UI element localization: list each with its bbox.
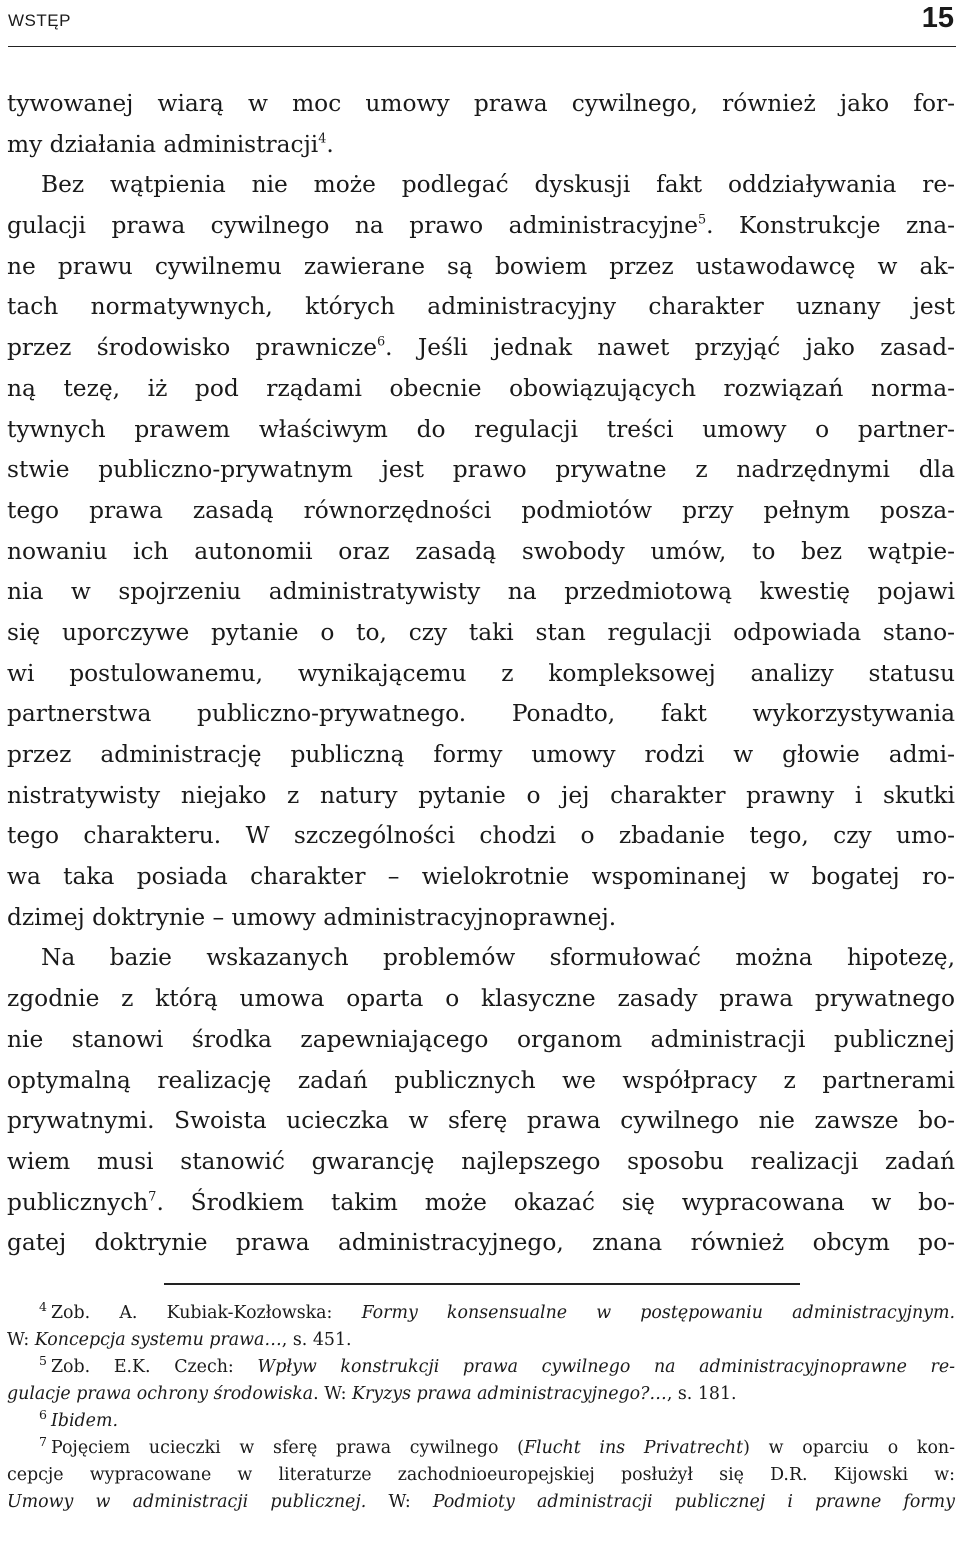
footnote-7-cont: cepcje wypracowane w literaturze zachodnioeuropejskiej posłużył się D.R. Kijowski w: [7,1465,955,1485]
text-line: nowaniu ich autonomii oraz zasadą swobody umów, to bez wątpie- [7,537,955,565]
section-title: WSTĘP [8,11,71,30]
text-line: gatej doktrynie prawa administracyjnego, znana również obcym po- [7,1229,955,1257]
text-line: dzimej doktrynie – umowy administracyjnoprawnej. [7,903,617,931]
text-line: publicznych$^7$. Środkiem takim może okazać się wypracowana w bo- [7,1188,955,1216]
text-line: ne prawu cywilnemu zawierane są bowiem przez ustawodawcę w ak- [7,252,955,280]
text-line: partnerstwa publiczno-prywatnego. Ponadto, fakt wykorzystywania [7,700,955,728]
text-line: nistratywisty niejako z natury pytanie o jej charakter prawny i skutki [7,781,955,809]
text-line: zgodnie z którą umowa oparta o klasyczne zasady prawa prywatnego [7,985,955,1013]
text-line: stwie publiczno-prywatnym jest prawo prywatne z nadrzędnymi dla [7,456,955,484]
footnote-ref[interactable]: 6 [377,334,386,350]
text-line: gulacji prawa cywilnego na prawo administracyjne$^5$. Konstrukcje zna- [7,212,955,240]
footnote-4: $^4$ Zob. A. Kubiak-Kozłowska: Formy konsensualne w postępowaniu administracyjnym. [39,1299,955,1323]
footnote-5: $^5$ Zob. E.K. Czech: Wpływ konstrukcji prawa cywilnego na administracyjnoprawne re- [39,1353,956,1377]
text-line: Bez wątpienia nie może podlegać dyskusji fakt oddziaływania re- [41,171,955,199]
text-line: tego charakteru. W szczególności chodzi o zbadanie tego, czy umo- [7,822,955,850]
footnote-separator [164,1283,800,1285]
footnote-7-cont: Umowy w administracji publicznej. W: Podmioty administracji publicznej i prawne formy [7,1492,955,1512]
text-line: nie stanowi środka zapewniającego organom administracji publicznej [7,1025,955,1053]
text-line: wiem musi stanowić gwarancję najlepszego sposobu realizacji zadań [7,1147,955,1175]
footnote-ref[interactable]: 5 [698,212,707,228]
text-line: tywnych prawem właściwym do regulacji treści umowy o partner- [7,415,955,443]
footnote-ref[interactable]: 4 [318,131,327,147]
text-line: przez środowisko prawnicze$^6$. Jeśli jednak nawet przyjąć jako zasad- [7,334,956,362]
main-text [7,84,955,1264]
text-line: przez administrację publiczną formy umowy rodzi w głowie admi- [7,741,955,768]
text-line: tach normatywnych, których administracyjny charakter uznany jest [7,293,955,321]
footnote-5-cont: gulacje prawa ochrony środowiska. W: Kryzys prawa administracyjnego?…, s. 181. [7,1384,737,1404]
footnote-4-cont: W: Koncepcja systemu prawa…, s. 451. [7,1330,352,1350]
text-line: optymalną realizację zadań publicznych we współpracy z partnerami [7,1066,955,1094]
text-line: się uporczywe pytanie o to, czy taki stan regulacji odpowiada stano- [7,618,955,646]
footnote-7: $^7$ Pojęciem ucieczki w sferę prawa cywilnego (Flucht ins Privatrecht) w oparciu o kon- [39,1434,955,1458]
page-number: 15 [921,2,954,34]
text-line: wa taka posiada charakter – wielokrotnie wspominanej w bogatej ro- [7,863,955,891]
text-line: my działania administracji$^4$. [7,130,334,158]
footnote-number: 6 [39,1407,47,1423]
text-line: tego prawa zasadą równorzędności podmiotów przy pełnym posza- [7,496,955,524]
footnote-number: 4 [39,1299,47,1315]
footnotes [7,1300,955,1516]
text-line: prywatnymi. Swoista ucieczka w sferę prawa cywilnego nie zawsze bo- [7,1107,955,1135]
text-line: Na bazie wskazanych problemów sformułować można hipotezę, [41,944,955,972]
footnote-ref[interactable]: 7 [148,1188,157,1204]
footnote-number: 7 [39,1434,47,1450]
running-header [8,0,956,47]
footnote-6: $^6$ Ibidem. [39,1407,118,1431]
text-line: tywowanej wiarą w moc umowy prawa cywilnego, również jako for- [7,90,955,117]
text-line: ną tezę, iż pod rządami obecnie obowiązujących rozwiązań norma- [7,374,955,402]
footnote-number: 5 [39,1353,47,1369]
text-line: nia w spojrzeniu administratywisty na przedmiotową kwestię pojawi [7,578,955,606]
text-line: wi postulowanemu, wynikającemu z kompleksowej analizy statusu [7,659,955,687]
